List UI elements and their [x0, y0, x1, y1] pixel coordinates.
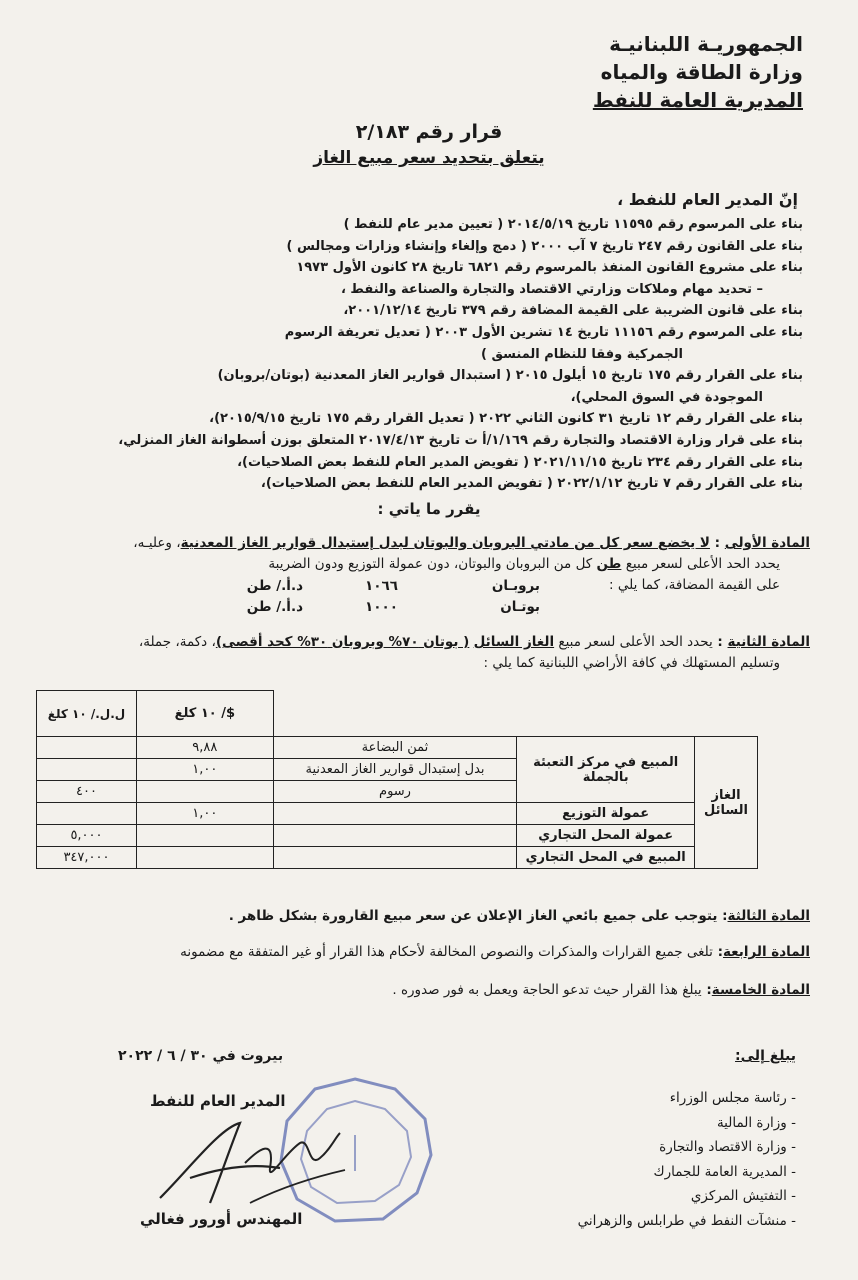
decision-title [0, 118, 858, 170]
retail-commission-label: عمولة المحل التجاري [517, 825, 695, 847]
preamble-line: بناء على قرار وزارة الاقتصاد والتجارة رقم ١/١٦٩/أ ت تاريخ ٢٠١٧/٤/١٣ المتعلق بوزن أسطوانة الغاز المنزلي، [118, 432, 803, 448]
preamble-line: بناء على مشروع القانون المنفذ بالمرسوم رقم ٦٨٢١ تاريخ ٢٨ كانون الأول ١٩٧٣ [296, 260, 803, 276]
article-4-text: تلغى جميع القرارات والمذكرات والنصوص المخالفة لأحكام هذا القرار أو غير المتفقة مع مضمونه [180, 944, 713, 960]
republic-name: الجمهوريـة اللبنانيـة [609, 32, 803, 56]
issue-date: بيروت في ٣٠ / ٦ / ٢٠٢٢ [118, 1048, 284, 1064]
article-1-label: المادة الأولى [724, 535, 810, 551]
intro-line: إنّ المدير العام للنفط ، [617, 190, 798, 209]
preamble-line: بناء على قانون الضريبة على القيمة المضافة رقم ٣٧٩ تاريخ ٢٠٠١/١٢/١٤، [343, 303, 803, 319]
article-2-label: المادة الثانية [727, 634, 810, 650]
distribution-lbp [37, 803, 137, 825]
article-1-line2a: يحدد الحد الأعلى لسعر مبيع [625, 556, 780, 572]
article-4-label: المادة الرابعة [722, 944, 810, 960]
article-1-line2c: كل من البروبان والبوتان، دون عمولة التوزيع ودون الضريبة [268, 556, 593, 572]
decision-number: قرار رقم ٢/١٨٣ [355, 121, 503, 143]
retail-commission-lbp: ٥,٠٠٠ [37, 825, 137, 847]
row-desc: رسوم [273, 781, 517, 803]
article-4: المادة الرابعة: تلغى جميع القرارات والمذكرات والنصوص المخالفة لأحكام هذا القرار أو غير المتفقة مع مضمونه [180, 944, 810, 960]
list-item: - رئاسة مجلس الوزراء [578, 1086, 796, 1111]
list-item: - التفتيش المركزي [578, 1184, 796, 1209]
preamble-line: بناء على المرسوم رقم ١١١٥٦ تاريخ ١٤ تشرين الأول ٢٠٠٣ ( تعديل تعريفة الرسوم [284, 324, 803, 340]
row-lbp: ٤٠٠ [37, 781, 137, 803]
preamble-line: بناء على القرار رقم ١٧٥ تاريخ ١٥ أيلول ٢٠١٥ ( استبدال قوارير الغاز المعدنية (بوتان/بروبان) [217, 368, 803, 384]
retail-commission-usd [136, 825, 273, 847]
preamble-line: الجمركية وفقا للنظام المنسق ) [480, 346, 683, 362]
article-1: المادة الأولى : لا يخضع سعر كل من مادتي البروبان والبوتان لبدل إستبدال قوارير الغاز المعدنية، وعليـه، يحدد الحد الأعلى لسعر مبيع طن كل من البروبان والبوتان، دون عمولة التوزيع ودون الضريبة على القيمة المضافة، كما يلي : [133, 533, 810, 596]
article-2-mix: ( بوتان ٧٠% وبروبان ٣٠% كحد أقصى) [215, 634, 470, 650]
retail-price-usd [136, 847, 273, 869]
article-2-text-d: ، دكمة، جملة، [138, 634, 216, 650]
list-item: - المديرية العامة للجمارك [578, 1160, 796, 1185]
article-1-line3: على القيمة المضافة، كما يلي : [609, 577, 780, 593]
article-3-text: يتوجب على جميع بائعي الغاز الإعلان عن سعر مبيع القارورة بشكل ظاهر . [228, 908, 718, 924]
list-item: - وزارة الاقتصاد والتجارة [578, 1135, 796, 1160]
preamble [28, 214, 803, 495]
row-lbp [37, 759, 137, 781]
article-1-rest: ، وعليـه، [133, 535, 181, 551]
butane-unit: د.أ./ طن [246, 599, 303, 615]
row-lbp [37, 737, 137, 759]
article-1-bold-text: لا يخضع سعر كل من مادتي البروبان والبوتان لبدل إستبدال قوارير الغاز المعدنية [180, 535, 710, 551]
retail-price-label: المبيع في المحل التجاري [517, 847, 695, 869]
lbp-header: ل.ل./ ١٠ كلغ [37, 691, 137, 737]
preamble-line: بناء على القرار رقم ١٢ تاريخ ٣١ كانون الثاني ٢٠٢٢ ( تعديل القرار رقم ١٧٥ تاريخ ٢٠١٥/٩/١٥)، [209, 411, 803, 427]
recipient-list [578, 1086, 796, 1233]
article-3-label: المادة الثالثة [727, 908, 810, 924]
decides-heading: يقرر ما ياتي : [377, 500, 481, 518]
article-5-label: المادة الخامسة [711, 982, 810, 998]
signer-name: المهندس أورور فغالي [140, 1210, 303, 1228]
product-cell: الغاز السائل [695, 737, 758, 869]
article-3: المادة الثالثة: يتوجب على جميع بائعي الغاز الإعلان عن سعر مبيع القارورة بشكل ظاهر . [228, 908, 810, 924]
butane-label: بوتـان [500, 599, 540, 615]
article-2-line2: وتسليم المستهلك في كافة الأراضي اللبنانية كما يلي : [483, 655, 780, 671]
article-5-text: يبلغ هذا القرار حيث تدعو الحاجة ويعمل به فور صدوره . [392, 982, 702, 998]
retail-price-lbp: ٣٤٧,٠٠٠ [37, 847, 137, 869]
article-5: المادة الخامسة: يبلغ هذا القرار حيث تدعو الحاجة ويعمل به فور صدوره . [392, 982, 810, 998]
signature-icon [150, 1108, 350, 1218]
preamble-line: – تحديد مهام وملاكات وزارتي الاقتصاد والتجارة والصناعة والنفط ، [340, 281, 763, 297]
row-desc: ثمن البضاعة [273, 737, 517, 759]
ministry-name: وزارة الطاقة والمياه [600, 60, 803, 84]
list-item: - وزارة المالية [578, 1111, 796, 1136]
letterhead [593, 30, 803, 114]
usd-header: $/ ١٠ كلغ [136, 691, 273, 737]
bulk-group-cell: المبيع في مركز التعبئة بالجملة [517, 737, 695, 803]
distribution-usd: ١,٠٠ [136, 803, 273, 825]
row-usd [136, 781, 273, 803]
notify-label: يبلغ إلى: [735, 1048, 796, 1064]
preamble-line: بناء على المرسوم رقم ١١٥٩٥ تاريخ ٢٠١٤/٥/١٩ ( تعيين مدير عام للنفط ) [343, 217, 803, 232]
signer-title: المدير العام للنفط [150, 1092, 286, 1110]
butane-price: ١٠٠٠ [365, 599, 398, 615]
list-item: - منشآت النفط في طرابلس والزهراني [578, 1209, 796, 1234]
preamble-line: بناء على القرار رقم ٢٣٤ تاريخ ٢٠٢١/١١/١٥ ( تفويض المدير العام للنفط بعض الصلاحيات)، [237, 454, 803, 470]
preamble-line: الموجودة في السوق المحلي)، [570, 389, 763, 405]
row-desc: بدل إستبدال قوارير الغاز المعدنية [273, 759, 517, 781]
row-usd: ٩,٨٨ [136, 737, 273, 759]
propane-unit: د.أ./ طن [246, 578, 303, 594]
gas-prices [0, 578, 858, 620]
article-2-liquid-gas: الغاز السائل [473, 634, 555, 650]
article-2-text-a: يحدد الحد الأعلى لسعر مبيع [558, 634, 713, 650]
article-1-ton: طن [596, 556, 622, 572]
preamble-line: بناء على القرار رقم ٧ تاريخ ٢٠٢٢/١/١٢ ( تفويض المدير العام للنفط بعض الصلاحيات)، [260, 476, 803, 492]
price-table [36, 690, 758, 869]
row-usd: ١,٠٠ [136, 759, 273, 781]
preamble-line: بناء على القانون رقم ٢٤٧ تاريخ ٧ آب ٢٠٠٠ ( دمج وإلغاء وإنشاء وزارات ومجالس ) [286, 238, 803, 254]
directorate-name: المديرية العامة للنفط [592, 88, 803, 112]
propane-price: ١٠٦٦ [365, 578, 398, 594]
decision-subject: يتعلق بتحديد سعر مبيع الغاز [313, 148, 545, 168]
distribution-label: عمولة التوزيع [517, 803, 695, 825]
propane-label: بروبـان [491, 578, 540, 594]
article-2: المادة الثانية : يحدد الحد الأعلى لسعر مبيع الغاز السائل ( بوتان ٧٠% وبروبان ٣٠% كحد أقصى)، دكمة، جملة، وتسليم المستهلك في كافة الأراضي اللبنانية كما يلي : [139, 632, 810, 674]
